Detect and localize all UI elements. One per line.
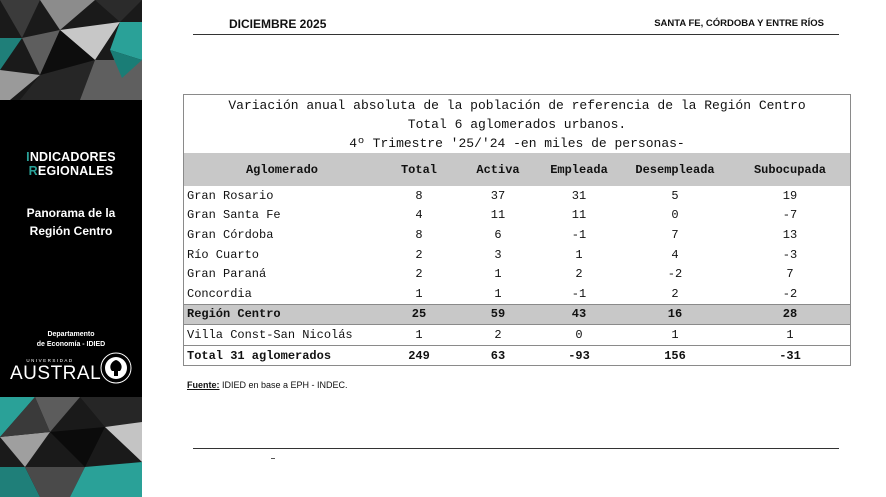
table-cell: Gran Paraná [187,267,267,282]
table-cell: 5 [671,188,679,203]
table-cell: Región Centro [184,304,380,325]
table-cell: Río Cuarto [187,247,260,262]
table-cell: 63 [458,345,538,365]
data-table [184,153,850,365]
table-cell: 2 [415,247,423,262]
table-cell: 3 [494,247,502,262]
source-note: Fuente: IDIED en base a EPH - INDEC. [187,380,348,390]
table-cell: -1 [571,286,587,301]
table-cell: Gran Córdoba [187,227,274,242]
table-cell: 0 [575,327,583,342]
brand-title: INDICADORES REGIONALES [26,150,116,178]
footer-divider [193,448,839,449]
table-cell: 249 [380,345,458,365]
table-cell: 1 [415,327,423,342]
table-cell: 25 [380,304,458,325]
table-cell: 37 [490,188,506,203]
table-cell: 13 [782,227,798,242]
table-cell: -3 [782,247,798,262]
table-cell: 59 [458,304,538,325]
column-header: Desempleada [635,162,715,177]
table-row [184,245,850,265]
table-cell: 11 [571,208,587,223]
grand-total-row [184,345,850,365]
table-header-row [184,153,850,186]
table-cell: 43 [538,304,620,325]
data-table-panel [183,94,851,366]
table-cell: 16 [620,304,730,325]
table-row [184,264,850,284]
table-row [184,186,850,206]
region-total-row [184,304,850,325]
header-divider [193,34,839,35]
table-cell: Total 31 aglomerados [184,345,380,365]
table-row [184,284,850,304]
table-cell: 1 [671,327,679,342]
table-cell: -2 [667,267,683,282]
table-cell: 4 [415,208,423,223]
table-cell: 2 [415,267,423,282]
decorative-polygon-pattern-top [0,0,142,100]
table-cell: -1 [571,227,587,242]
report-region: SANTA FE, CÓRDOBA Y ENTRE RÍOS [654,18,824,29]
table-row [184,325,850,346]
decorative-polygon-pattern-bottom [0,397,142,497]
table-cell: 1 [494,286,502,301]
table-cell: 1 [575,247,583,262]
table-cell: 31 [571,188,587,203]
table-cell: 1 [415,286,423,301]
report-date: DICIEMBRE 2025 [229,17,327,31]
column-header: Activa [476,162,520,177]
table-cell: -2 [782,286,798,301]
table-cell: 2 [494,327,502,342]
table-cell: Villa Const-San Nicolás [187,327,353,342]
table-cell: 0 [671,208,679,223]
university-seal-icon [100,352,132,384]
table-cell: 8 [415,188,423,203]
column-header: Total [400,162,437,177]
table-cell: 2 [575,267,583,282]
sidebar [0,0,142,497]
table-cell: Gran Santa Fe [187,208,281,223]
table-row [184,225,850,245]
table-cell: 1 [494,267,502,282]
table-cell: 4 [671,247,679,262]
university-logo: UNIVERSIDAD AUSTRAL [10,358,102,384]
table-cell: 11 [490,208,506,223]
table-row [184,206,850,226]
table-cell: -31 [730,345,850,365]
table-cell: -7 [782,208,798,223]
department-label: Departamento de Economía - IDIED [36,331,106,348]
table-cell: -93 [538,345,620,365]
table-cell: 1 [786,327,794,342]
table-cell: Concordia [187,286,252,301]
brand-subtitle: Panorama de la Región Centro [26,206,116,238]
column-header: Empleada [550,162,608,177]
table-cell: 8 [415,227,423,242]
table-title: Variación anual absoluta de la población de referencia de la Región Centro Total 6 aglomerados urbanos. 4º Trimestre '25/'24 -en miles de personas- [228,98,806,151]
table-cell: 28 [730,304,850,325]
column-header: Subocupada [753,162,826,177]
column-header: Aglomerado [245,162,318,177]
table-cell: 7 [671,227,679,242]
table-cell: 19 [782,188,798,203]
footer-mark [271,458,275,459]
table-cell: 2 [671,286,679,301]
table-cell: 6 [494,227,502,242]
table-cell: Gran Rosario [187,188,274,203]
table-cell: 156 [620,345,730,365]
table-cell: 7 [786,267,794,282]
